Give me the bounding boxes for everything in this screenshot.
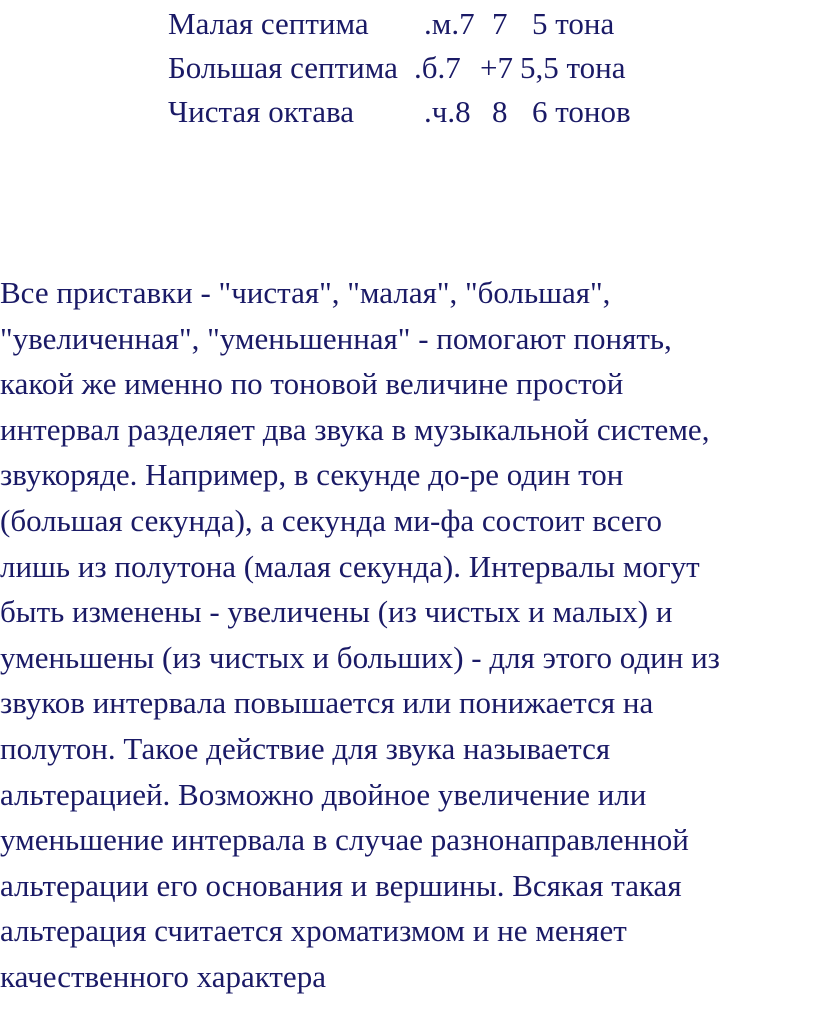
interval-tones: 5 тона <box>532 6 615 41</box>
paragraph-line: звуков интервала повышается или понижается на <box>0 685 654 721</box>
interval-row-minor-seventh <box>168 2 615 46</box>
interval-name: Большая септима <box>168 50 398 85</box>
interval-number: 8 <box>492 94 508 129</box>
paragraph-line: альтерации его основания и вершины. Всякая такая <box>0 867 682 903</box>
interval-number: 7 <box>492 6 508 41</box>
paragraph-line: интервал разделяет два звука в музыкальной системе, <box>0 411 710 447</box>
paragraph-line: "увеличенная", "уменьшенная" - помогают понять, <box>0 320 672 356</box>
paragraph-line: какой же именно по тоновой величине простой <box>0 366 624 402</box>
paragraph-line: звукоряде. Например, в секунде до-ре один тон <box>0 457 624 493</box>
interval-name: Малая септима <box>168 6 369 41</box>
paragraph-line: альтерацией. Возможно двойное увеличение или <box>0 776 647 812</box>
interval-row-perfect-octave <box>168 90 631 134</box>
paragraph-line: лишь из полутона (малая секунда). Интервалы могут <box>0 548 700 584</box>
interval-abbreviation: .ч.8 <box>424 94 471 129</box>
paragraph-line: Все приставки - "чистая", "малая", "большая", <box>0 275 611 310</box>
paragraph-line: (большая секунда), а секунда ми-фа состоит всего <box>0 502 663 538</box>
body-paragraph <box>0 270 816 1000</box>
paragraph-line: качественного характера <box>0 958 326 994</box>
interval-table <box>168 2 631 134</box>
paragraph-line: уменьшены (из чистых и больших) - для этого один из <box>0 639 720 675</box>
interval-row-major-seventh <box>168 46 626 90</box>
interval-tones: 5,5 тона <box>520 50 626 85</box>
paragraph-line: уменьшение интервала в случае разнонаправленной <box>0 822 689 858</box>
interval-tones: 6 тонов <box>532 94 631 129</box>
paragraph-line: полутон. Такое действие для звука называется <box>0 730 611 766</box>
interval-abbreviation: .м.7 <box>424 6 475 41</box>
interval-number: +7 <box>480 50 513 85</box>
interval-abbreviation: .б.7 <box>414 50 461 85</box>
paragraph-line: быть изменены - увеличены (из чистых и малых) и <box>0 594 673 630</box>
paragraph-line: альтерация считается хроматизмом и не меняет <box>0 913 627 949</box>
interval-name: Чистая октава <box>168 94 355 129</box>
